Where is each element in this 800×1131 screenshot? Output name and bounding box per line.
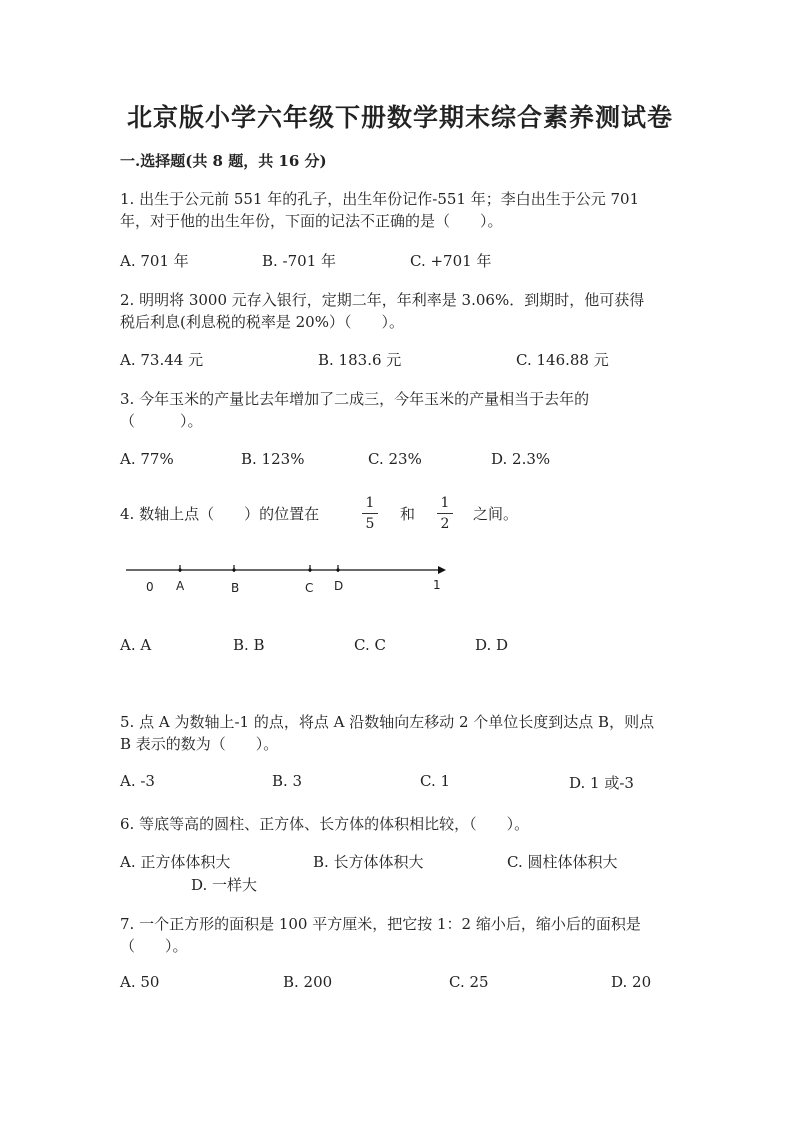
fraction-1-denominator: 5 — [365, 516, 375, 532]
question-5-line-2: B 表示的数为（ ）。 — [120, 735, 279, 753]
number-line-label-c: C — [305, 581, 314, 595]
q4-option-a[interactable]: A. A — [120, 636, 152, 654]
q5-option-d[interactable]: D. 1 或-3 — [569, 774, 634, 792]
q7-option-a[interactable]: A. 50 — [120, 973, 160, 991]
number-line-label-1: 1 — [433, 578, 441, 592]
q1-option-a[interactable]: A. 701 年 — [120, 252, 189, 270]
number-line-label-0: 0 — [146, 580, 154, 594]
q1-option-b[interactable]: B. -701 年 — [262, 252, 337, 270]
q1-option-c[interactable]: C. +701 年 — [410, 252, 492, 270]
q3-option-a[interactable]: A. 77% — [120, 450, 174, 468]
question-4-text-and: 和 — [400, 505, 416, 523]
question-3-line-2: （ ）。 — [120, 412, 203, 430]
page-title: 北京版小学六年级下册数学期末综合素养测试卷 — [126, 103, 673, 132]
question-5-line-1: 5. 点 A 为数轴上-1 的点，将点 A 沿数轴向左移动 2 个单位长度到达点 B，则点 — [120, 713, 655, 731]
q3-option-b[interactable]: B. 123% — [241, 450, 305, 468]
point-a-dot — [178, 568, 181, 571]
fraction-1-numerator: 1 — [365, 495, 375, 511]
point-b-dot — [232, 568, 235, 571]
q5-option-c[interactable]: C. 1 — [420, 772, 451, 790]
q2-option-b[interactable]: B. 183.6 元 — [318, 351, 402, 369]
number-line — [120, 558, 460, 598]
q2-option-a[interactable]: A. 73.44 元 — [120, 351, 204, 369]
q7-option-c[interactable]: C. 25 — [449, 973, 489, 991]
question-4-text-end: 之间。 — [473, 505, 519, 523]
q6-option-b[interactable]: B. 长方体体积大 — [313, 853, 424, 871]
number-line-arrow — [438, 566, 446, 574]
q5-option-b[interactable]: B. 3 — [272, 772, 303, 790]
question-2-line-2: 税后利息(利息税的税率是 20%）（ ）。 — [120, 313, 404, 331]
fraction-2-denominator: 2 — [440, 516, 450, 532]
q7-option-b[interactable]: B. 200 — [283, 973, 333, 991]
fraction-one-fifth — [362, 494, 378, 533]
question-3-line-1: 3. 今年玉米的产量比去年增加了二成三，今年玉米的产量相当于去年的 — [120, 390, 590, 408]
q4-option-b[interactable]: B. B — [233, 636, 265, 654]
q7-option-d[interactable]: D. 20 — [611, 973, 652, 991]
question-2-line-1: 2. 明明将 3000 元存入银行，定期二年，年利率是 3.06%．到期时，他可获得 — [120, 291, 645, 309]
question-1-line-1: 1. 出生于公元前 551 年的孔子，出生年份记作-551 年；李白出生于公元 701 — [120, 190, 640, 208]
q5-option-a[interactable]: A. -3 — [120, 772, 155, 790]
fraction-1-bar — [362, 513, 378, 514]
question-1-line-2: 年，对于他的出生年份，下面的记法不正确的是（ ）。 — [120, 212, 503, 230]
q6-option-a[interactable]: A. 正方体体积大 — [120, 853, 231, 871]
section-heading: 一.选择题(共 8 题，共 16 分) — [120, 152, 327, 170]
q3-option-d[interactable]: D. 2.3% — [491, 450, 551, 468]
point-c-dot — [308, 568, 311, 571]
q4-option-c[interactable]: C. C — [354, 636, 386, 654]
question-6-line-1: 6. 等底等高的圆柱、正方体、长方体的体积相比较，（ ）。 — [120, 815, 530, 833]
q6-option-d[interactable]: D. 一样大 — [191, 876, 258, 894]
question-7-line-1: 7. 一个正方形的面积是 100 平方厘米，把它按 1：2 缩小后，缩小后的面积是 — [120, 915, 641, 933]
point-d-dot — [336, 568, 339, 571]
question-4-text-start: 4. 数轴上点（ ）的位置在 — [120, 505, 320, 523]
number-line-label-b: B — [231, 581, 240, 595]
q3-option-c[interactable]: C. 23% — [368, 450, 422, 468]
fraction-2-numerator: 1 — [440, 495, 450, 511]
number-line-label-a: A — [176, 579, 185, 593]
number-line-label-d: D — [334, 579, 344, 593]
question-7-line-2: （ ）。 — [120, 937, 188, 955]
q4-option-d[interactable]: D. D — [475, 636, 509, 654]
fraction-2-bar — [437, 513, 453, 514]
fraction-one-half — [437, 494, 453, 533]
q2-option-c[interactable]: C. 146.88 元 — [516, 351, 609, 369]
q6-option-c[interactable]: C. 圆柱体体积大 — [507, 853, 618, 871]
